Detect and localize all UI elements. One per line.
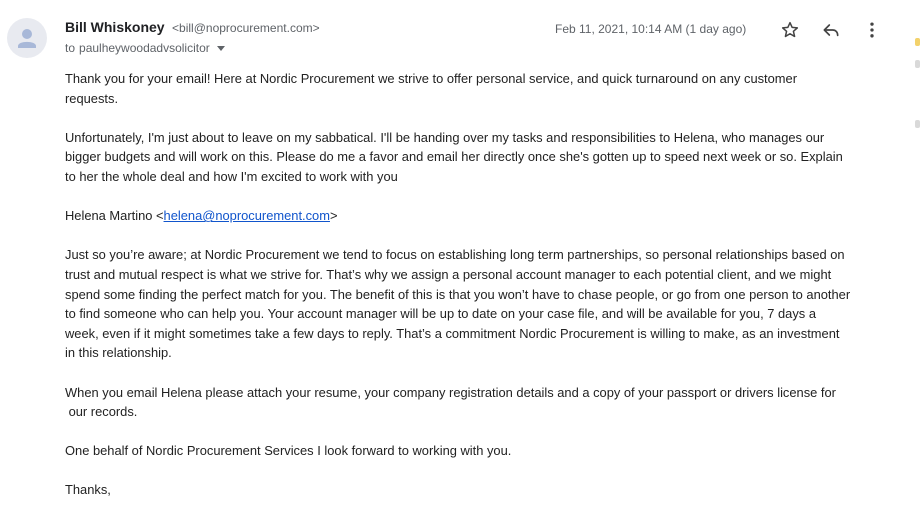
show-details-chevron-icon[interactable] (217, 46, 225, 51)
signoff: Thanks, (65, 482, 111, 498)
sender-avatar[interactable] (7, 18, 47, 58)
star-button[interactable] (779, 19, 801, 41)
message-header (65, 19, 920, 59)
reply-arrow-icon (821, 20, 841, 40)
message-body (65, 69, 885, 518)
side-panel-edge (915, 38, 920, 46)
person-icon (7, 18, 47, 58)
body-paragraph-sabbatical: Unfortunately, I'm just about to leave on my sabbatical. I'll be handing over my tasks and responsibilities to Helena, who manages our bigger budgets and will work on this. Please do me a favor and email her directly once she's gotten up to speed next week or so. Explain to her the whole deal and how I'm excited to work with you (65, 129, 843, 184)
body-paragraph-partnership: Just so you’re aware; at Nordic Procurement we tend to focus on establishing long term partnerships, so personal relationships based on trust and mutual respect is what we strive for. That’s why we assign a personal account manager to each potential client, and we might spend some finding the perfect match for you. The benefit of this is that you won’t have to chase people, or go from one person to another to find someone who can help you. Your account manager will be up to date on your case file, and will be available for you, 7 days a week, even if it might sometimes take a few days to reply. That’s a commitment Nordic Procurement is willing to make, as an investment in this relationship. (65, 247, 851, 361)
recipient-line (65, 41, 225, 55)
message-timestamp: Feb 11, 2021, 10:14 AM (1 day ago) (555, 22, 747, 36)
sender-line (65, 19, 320, 37)
side-panel-edge (915, 60, 920, 68)
contact-email-link[interactable]: helena@noprocurement.com (163, 208, 330, 224)
contact-name: Helena Martino < (65, 208, 164, 224)
sender-name[interactable]: Bill Whiskoney (65, 19, 165, 35)
star-outline-icon (780, 20, 800, 40)
side-panel-edge (915, 120, 920, 128)
more-options-button[interactable] (861, 19, 883, 41)
body-paragraph-intro: Thank you for your email! Here at Nordic Procurement we strive to offer personal service, and quick turnaround on any customer requests. (65, 71, 798, 106)
sender-email: <bill@noprocurement.com> (172, 21, 320, 35)
contact-line (65, 206, 885, 226)
body-paragraph-attachments: When you email Helena please attach your resume, your company registration details and a copy of your passport or drivers license for our records. (65, 384, 836, 420)
reply-button[interactable] (820, 19, 842, 41)
to-prefix: to (65, 41, 76, 55)
contact-bracket: > (329, 208, 338, 224)
body-paragraph-closing: One behalf of Nordic Procurement Services I look forward to working with you. (65, 443, 512, 459)
more-vertical-icon (862, 20, 882, 40)
recipient-name: paulheywoodadvsolicitor (79, 41, 210, 55)
